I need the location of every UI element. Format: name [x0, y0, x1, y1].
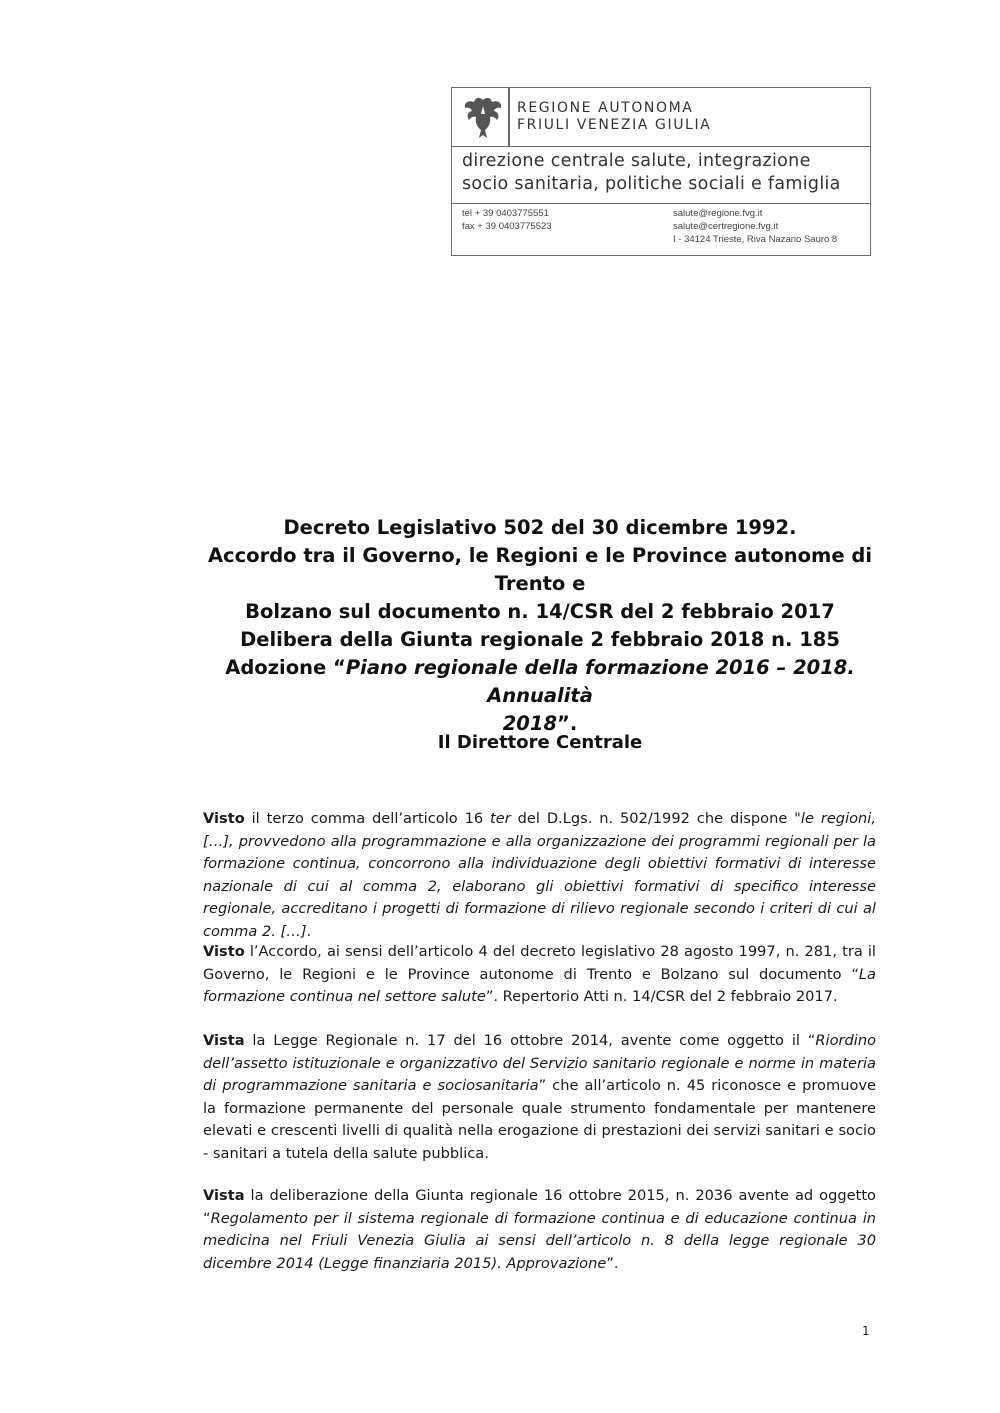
paragraph-text: ” che all’articolo n. 45 riconosce e promuove la formazione permanente del personale quale strumento fondamentale per mantenere elevati e crescenti livelli di qualità nella erogazione di prestazioni dei servizi sanitari e socio - sanitari a tutela della salute pubblica. [203, 1077, 876, 1162]
email-primary: salute@regione.fvg.it [673, 208, 763, 219]
title-line-5 [190, 654, 890, 710]
title-plan-name: Piano regionale della formazione 2016 – 2018. Annualità [345, 656, 855, 707]
title-plan-year: 2018 [502, 712, 558, 735]
paragraph-quote: La formazione continua nel settore salute [203, 965, 876, 1005]
region-line-2: FRIULI VENEZIA GIULIA [517, 117, 712, 133]
paragraph-text: ”. [606, 1254, 619, 1272]
direction-block [452, 146, 870, 204]
title-line-1: Decreto Legislativo 502 del 30 dicembre 1992. [283, 516, 797, 539]
address-contacts [673, 207, 837, 246]
paragraph-quote: le regioni, […], provvedono alla programmazione e alla organizzazione dei programmi regionali per la formazione continua, concorrono alla individuazione degli obiettivi formativi di interesse nazionale di cui al comma 2, elaborano gli obiettivi formativi di specifico interesse regionale, accreditano i progetti di formazione di rilievo regionale secondo i criteri di cui al comma 2. […] [203, 810, 877, 940]
fax-number: fax + 39 0403775523 [462, 221, 552, 232]
eagle-logo-icon [459, 92, 507, 142]
paragraph-italic: ter [490, 810, 511, 827]
paragraph-visto-2 [203, 941, 876, 1009]
paragraph-text: ”. Repertorio Atti n. 14/CSR del 2 febbraio 2017. [485, 988, 838, 1005]
phone-contacts [462, 207, 552, 233]
letterhead [451, 87, 871, 256]
paragraph-visto-1 [203, 808, 876, 943]
region-name [517, 100, 711, 134]
title-line-2: Accordo tra il Governo, le Regioni e le Province autonome di Trento e [207, 544, 873, 595]
document-title [190, 514, 890, 738]
paragraph-text: l’Accordo, ai sensi dell’articolo 4 del decreto legislativo 28 agosto 1997, n. 281, tra il Governo, le Regioni e le Province autonome di Trento e Bolzano sul documento “ [203, 943, 876, 983]
direction-line-1: direzione centrale salute, integrazione [462, 151, 811, 171]
paragraph-text: del D.Lgs. n. 502/1992 che dispone " [510, 810, 801, 827]
paragraph-text: . [306, 922, 312, 940]
title-line-4: Delibera della Giunta regionale 2 febbraio 2018 n. 185 [240, 628, 840, 651]
title-closing: ”. [557, 712, 578, 735]
region-line-1: REGIONE AUTONOMA [517, 100, 694, 116]
paragraph-lead: Visto [203, 810, 245, 827]
letterhead-separator [508, 88, 510, 146]
paragraph-quote: Regolamento per il sistema regionale di formazione continua e di educazione continua in medicina nel Friuli Venezia Giulia ai sensi dell’articolo n. 8 della legge regionale 30 dicembre 2014 (Legge finanziaria 2015). Approvazione [203, 1209, 876, 1272]
title-line-3: Bolzano sul documento n. 14/CSR del 2 febbraio 2017 [245, 600, 835, 623]
director-heading: Il Direttore Centrale [437, 732, 643, 753]
paragraph-text: il terzo comma dell’articolo 16 [244, 810, 491, 827]
paragraph-vista-2 [203, 1185, 876, 1275]
direction-name [462, 150, 841, 196]
direction-line-2: socio sanitaria, politiche sociali e famiglia [462, 174, 841, 194]
postal-address: I - 34124 Trieste, Riva Nazario Sauro 8 [673, 234, 838, 245]
paragraph-quote: Riordino dell’assetto istituzionale e organizzativo del Servizio sanitario regionale e norme in materia di programmazione sanitaria e sociosanitaria [203, 1032, 876, 1094]
title-adoption-prefix: Adozione “ [225, 656, 346, 679]
paragraph-text: la deliberazione della Giunta regionale 16 ottobre 2015, n. 2036 avente ad oggetto “ [203, 1187, 876, 1227]
paragraph-lead: Vista [203, 1187, 245, 1204]
page-number: 1 [862, 1324, 870, 1338]
paragraph-text: la Legge Regionale n. 17 del 16 ottobre 2014, avente come oggetto il “ [244, 1032, 816, 1049]
email-certified: salute@certregione.fvg.it [673, 221, 779, 232]
letterhead-top [452, 88, 870, 147]
paragraph-lead: Visto [203, 943, 245, 960]
paragraph-vista-1 [203, 1030, 876, 1165]
paragraph-lead: Vista [203, 1032, 245, 1049]
tel-number: tel + 39 0403775551 [462, 208, 549, 219]
